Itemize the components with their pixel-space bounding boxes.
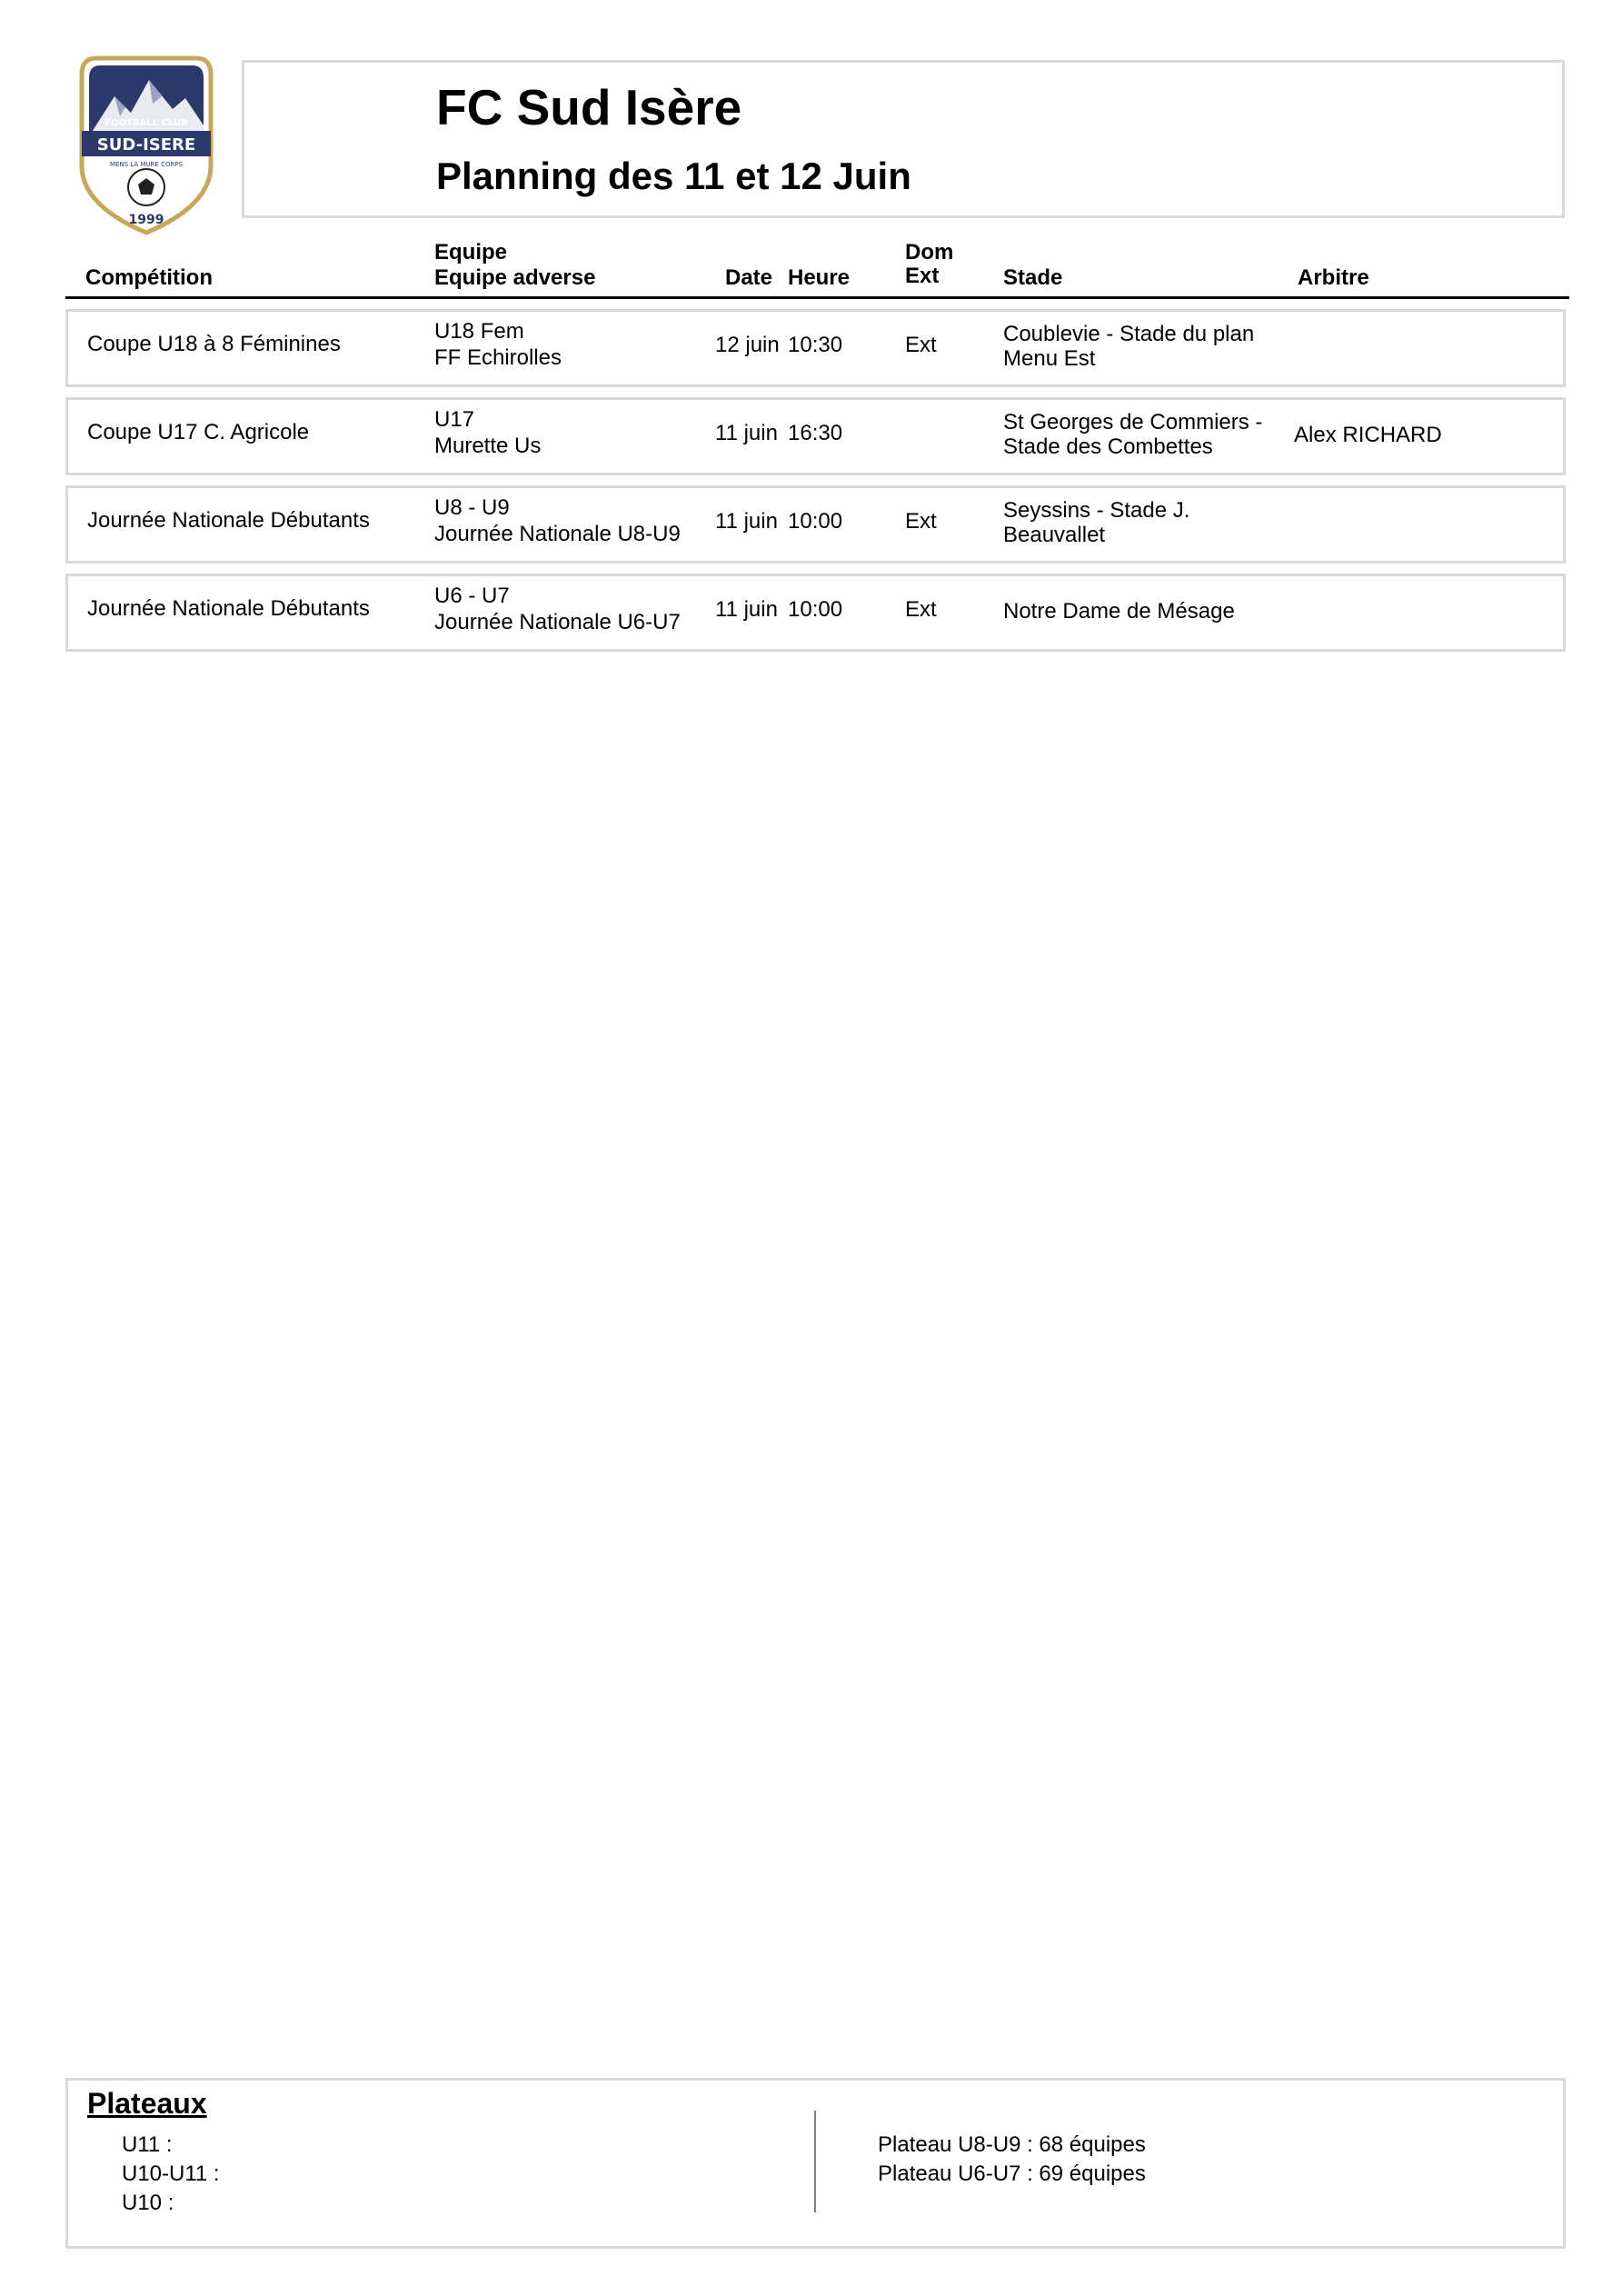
plateaux-divider xyxy=(814,2111,816,2212)
header-ext: Ext xyxy=(905,264,940,288)
svg-text:FOOTBALL CLUB: FOOTBALL CLUB xyxy=(104,118,188,128)
cell-competition: Journée Nationale Débutants xyxy=(87,508,370,533)
cell-stade: Seyssins - Stade J. xyxy=(1003,498,1190,523)
plateaux-title: Plateaux xyxy=(87,2087,207,2120)
cell-stade-line2: Stade des Combettes xyxy=(1003,434,1213,459)
cell-equipe: U18 Fem xyxy=(434,319,524,344)
cell-heure: 10:00 xyxy=(788,509,843,534)
club-crest-icon xyxy=(78,53,214,236)
cell-equipe: U17 xyxy=(434,407,475,432)
cell-equipe: U8 - U9 xyxy=(434,495,510,520)
header-date: Date xyxy=(725,265,773,290)
cell-heure: 16:30 xyxy=(788,421,843,445)
cell-adversaire: FF Echirolles xyxy=(434,345,562,370)
cell-heure: 10:30 xyxy=(788,333,843,357)
cell-stade: St Georges de Commiers - xyxy=(1003,410,1263,434)
cell-competition: Journée Nationale Débutants xyxy=(87,596,370,621)
cell-dom-ext: Ext xyxy=(905,509,937,534)
plateau-left-item: U11 : xyxy=(122,2132,173,2157)
cell-dom-ext: Ext xyxy=(905,597,937,622)
cell-adversaire: Journée Nationale U6-U7 xyxy=(434,610,681,634)
header-rule xyxy=(65,296,1569,299)
header-competition: Compétition xyxy=(85,265,213,290)
cell-dom-ext: Ext xyxy=(905,333,937,357)
cell-competition: Coupe U17 C. Agricole xyxy=(87,420,310,444)
plateau-right-item: Plateau U8-U9 : 68 équipes xyxy=(878,2132,1146,2157)
cell-date: 12 juin xyxy=(715,333,780,357)
plateau-left-item: U10-U11 : xyxy=(122,2161,220,2186)
plateau-right-item: Plateau U6-U7 : 69 équipes xyxy=(878,2161,1146,2186)
cell-heure: 10:00 xyxy=(788,597,843,622)
header-heure: Heure xyxy=(788,265,851,290)
header-arbitre: Arbitre xyxy=(1298,265,1369,290)
page-title: FC Sud Isère xyxy=(436,79,742,135)
cell-date: 11 juin xyxy=(715,509,778,534)
header-dom: Dom xyxy=(905,240,954,265)
cell-stade: Notre Dame de Mésage xyxy=(1003,599,1235,624)
header-stade: Stade xyxy=(1003,265,1063,290)
cell-date: 11 juin xyxy=(715,421,778,445)
svg-text:SUD-ISERE: SUD-ISERE xyxy=(96,135,196,155)
cell-date: 11 juin xyxy=(715,597,778,622)
header-equipe-adverse: Equipe adverse xyxy=(434,265,596,290)
cell-adversaire: Murette Us xyxy=(434,434,542,458)
header-equipe: Equipe xyxy=(434,240,508,265)
cell-equipe: U6 - U7 xyxy=(434,584,510,608)
cell-stade-line2: Beauvallet xyxy=(1003,523,1106,547)
plateau-left-item: U10 : xyxy=(122,2191,174,2215)
svg-text:MENS LA MURE CORPS: MENS LA MURE CORPS xyxy=(109,161,184,168)
cell-competition: Coupe U18 à 8 Féminines xyxy=(87,332,341,356)
cell-stade-line2: Menu Est xyxy=(1003,346,1096,371)
svg-text:1999: 1999 xyxy=(128,213,164,227)
cell-arbitre: Alex RICHARD xyxy=(1294,423,1442,447)
page-subtitle: Planning des 11 et 12 Juin xyxy=(436,155,911,197)
cell-adversaire: Journée Nationale U8-U9 xyxy=(434,522,681,546)
cell-stade: Coublevie - Stade du plan xyxy=(1003,322,1255,346)
